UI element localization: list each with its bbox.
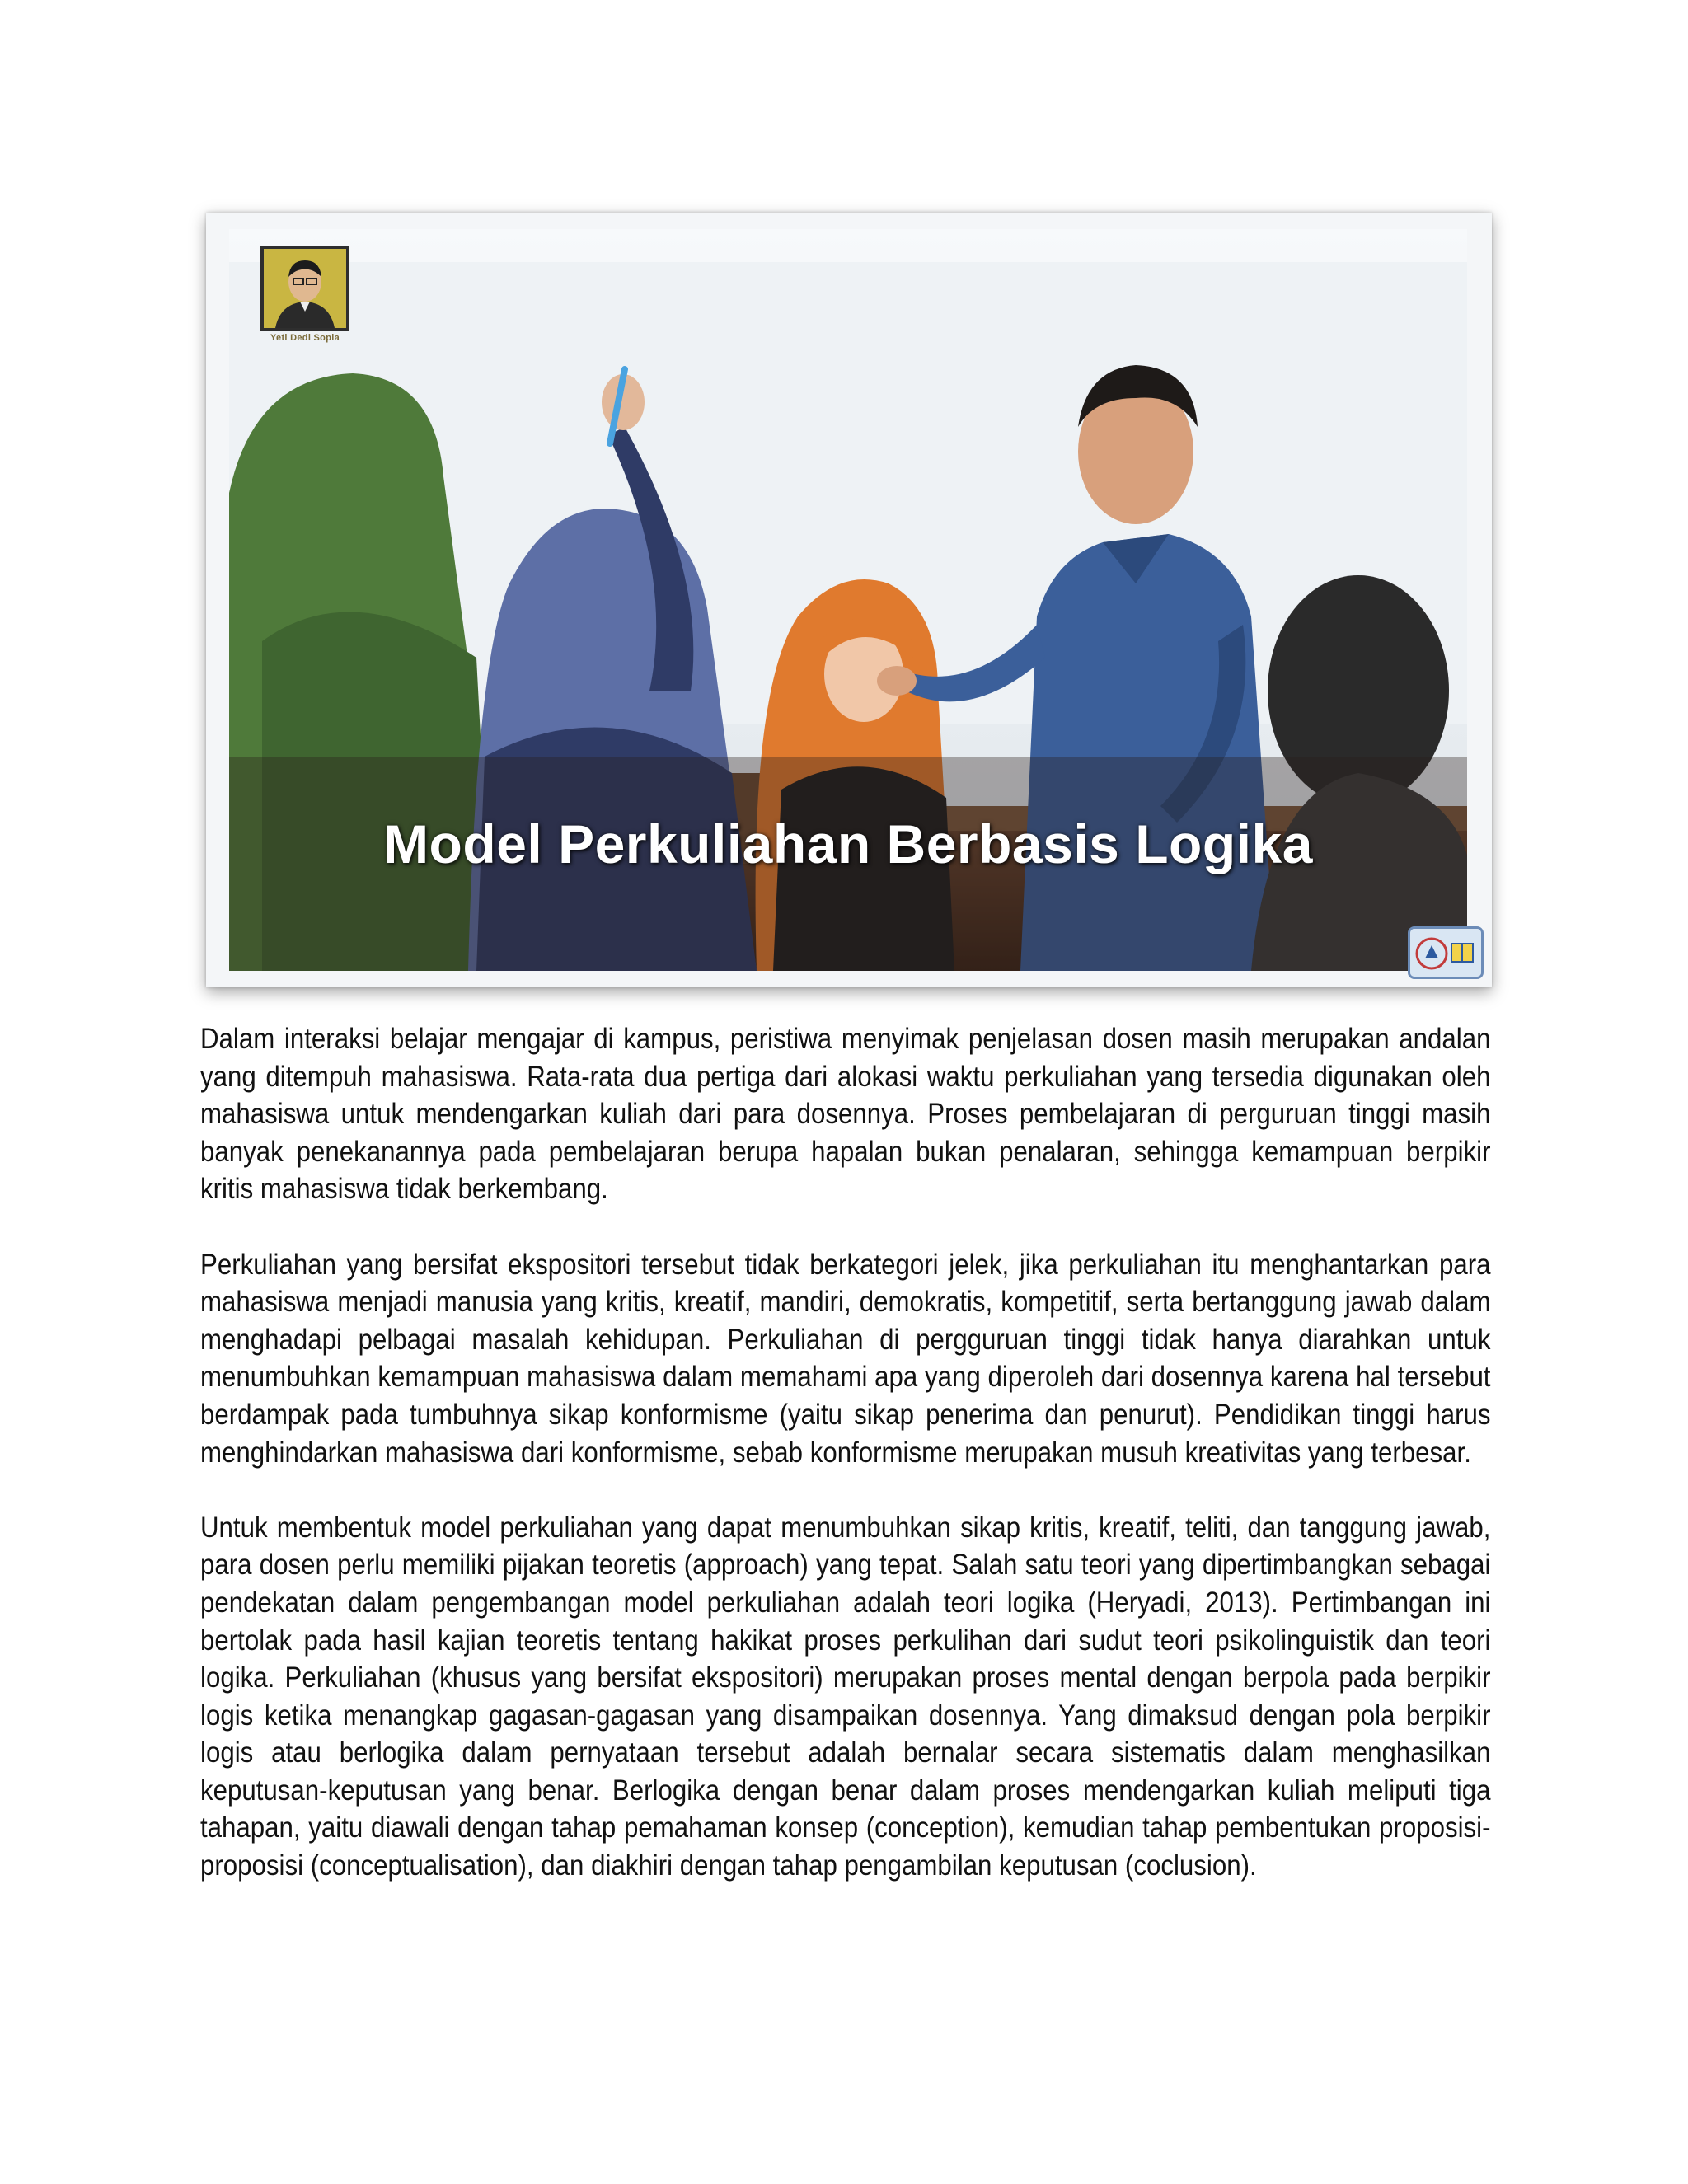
university-seal-icon	[1410, 929, 1481, 977]
person-portrait-icon	[264, 249, 346, 328]
paragraph-3: Untuk membentuk model perkuliahan yang dapat menumbuhkan sikap kritis, kreatif, teliti, dan tanggung jawab, para dosen perlu memiliki pijakan teoretis (approach) yang tepat. Salah satu teori yang dipertimbangkan sebagai pendekatan dalam pengembangan model perkuliahan adalah teori logika (Heryadi, 2013). Pertimbangan ini bertolak pada hasil kajian teoretis tentang hakikat proses perkulihan dari sudut teori psikolinguistik dan teori logika. Perkuliahan (khusus yang bersifat ekspositori) merupakan proses mental dengan berpola pada berpikir logis ketika menangkap gagasan-gagasan yang disampaikan dosennya. Yang dimaksud dengan pola berpikir logis atau berlogika dalam pernyataan tersebut adalah bernalar secara sistematis dalam menghasilkan keputusan-keputusan yang benar. Berlogika dengan benar dalam proses mendengarkan kuliah meliputi tiga tahapan, yaitu diawali dengan tahap pemahaman konsep (conception), kemudian tahap pembentukan proposisi-proposisi (conceptualisation), dan diakhiri dengan tahap pengambilan keputusan (coclusion).	[200, 1510, 1491, 1882]
author-caption: Yeti Dedi Sopia	[270, 333, 340, 343]
hero-title: Model Perkuliahan Berbasis Logika	[383, 813, 1313, 874]
university-seal	[1408, 926, 1484, 979]
hero-image-frame	[206, 213, 1492, 987]
article-body	[200, 1020, 1491, 1922]
classroom-photo	[229, 229, 1467, 971]
author-portrait	[260, 246, 349, 331]
paragraph-2: Perkuliahan yang bersifat ekspositori tersebut tidak berkategori jelek, jika perkuliahan itu menghantarkan para mahasiswa menjadi manusia yang kritis, kreatif, mandiri, demokratis, kompetitif, serta bertanggung jawab dalam menghadapi pelbagai masalah kehidupan. Perkuliahan di pergguruan tinggi tidak hanya diarahkan untuk menumbuhkan kemampuan mahasiswa dalam memahami apa yang diperoleh dari dosennya karena hal tersebut berdampak pada tumbuhnya sikap konformisme (yaitu sikap penerima dan penurut). Pendidikan tinggi harus menghindarkan mahasiswa dari konformisme, sebab konformisme merupakan musuh kreativitas yang terbesar.	[200, 1247, 1491, 1469]
paragraph-1: Dalam interaksi belajar mengajar di kampus, peristiwa menyimak penjelasan dosen masih merupakan andalan yang ditempuh mahasiswa. Rata-rata dua pertiga dari alokasi waktu perkuliahan yang tersedia digunakan oleh mahasiswa untuk mendengarkan kuliah dari para dosennya. Proses pembelajaran di perguruan tinggi masih banyak penekanannya pada pembelajaran berupa hapalan bukan penalaran, sehingga kemampuan berpikir kritis mahasiswa tidak berkembang.	[200, 1022, 1491, 1206]
